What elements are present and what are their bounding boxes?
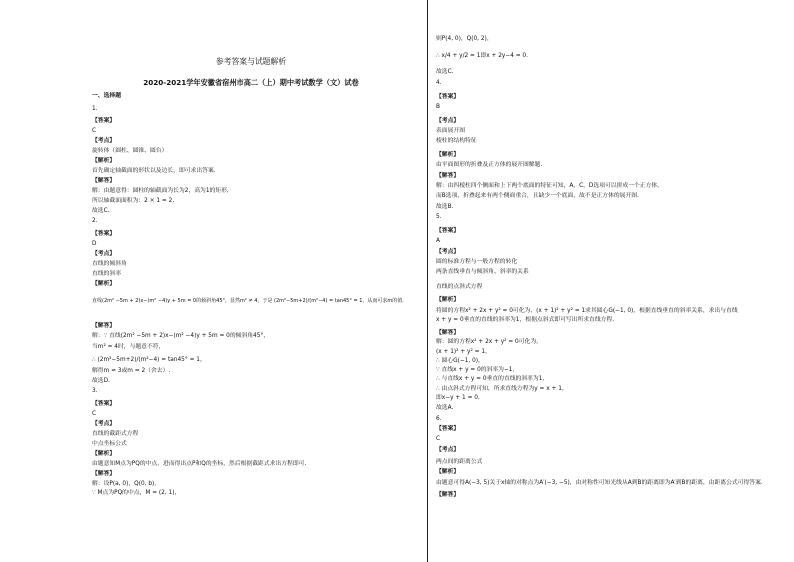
left-line: C	[92, 128, 97, 134]
left-line: 直线的倾斜角	[92, 261, 127, 267]
right-line: 【解答】	[436, 173, 460, 179]
doc-title: 参考答案与试题解析	[215, 57, 287, 66]
right-line: 【解析】	[436, 297, 460, 303]
left-line: 故选C.	[92, 208, 110, 214]
right-line: 则P(4, 0)，Q(0, 2)，	[436, 36, 493, 42]
left-line: 解得m = 3或m = 2（舍去）.	[92, 368, 171, 374]
left-line: 1.	[92, 106, 98, 112]
right-line: 故选C.	[436, 69, 454, 75]
right-line: 故选A.	[436, 405, 454, 411]
left-line: 解：设P(a, 0)，Q(0, b)，	[92, 481, 161, 487]
right-line: x + y = 0垂直的直线的斜率为1，根据点斜式即可写出所求直线方程.	[436, 317, 615, 323]
left-line: 所以轴截面面积为：2 × 1 = 2.	[92, 198, 175, 204]
left-line: 解：由题意得：圆柱的轴截面为长为2，高为1的矩形,	[92, 188, 229, 194]
right-line: 直线的点斜式方程	[436, 284, 483, 290]
right-line: 【答案】	[436, 94, 460, 100]
right-line: 圆的标准方程与一般方程的转化	[436, 259, 518, 265]
left-line: 【解析】	[92, 281, 116, 287]
right-line: 【解答】	[436, 330, 460, 336]
left-line: 【考点】	[92, 138, 116, 144]
right-line: C	[436, 436, 441, 442]
left-line: C	[92, 411, 97, 417]
left-line: 3.	[92, 388, 98, 394]
left-line: 一、选择题	[92, 93, 121, 99]
right-line: ∴ 由点斜式方程可知，所求直线方程为y = x + 1，	[436, 386, 568, 392]
left-line: 直线(2m² −5m + 2)x−(m² −4)y + 5m = 0的倾斜角45°，显然m² ≠ 4，于是 (2m²−5m+2)/(m²−4) = tan45° = 1，从而可求m的值.	[92, 298, 404, 304]
right-line: 将圆的方程x² + 2x + y² = 0可化为，(x + 1)² + y² = 1求其圆心G(−1, 0)，根据直线垂直的斜率关系，求出与直线	[436, 308, 738, 314]
right-line: 【答案】	[436, 228, 460, 234]
left-line: 解：∵ 直线(2m² −5m + 2)x−(m² −4)y + 5m = 0的倾斜角45°，	[92, 333, 270, 339]
right-line: 两条直线垂直与倾斜角、斜率的关系	[436, 269, 529, 275]
right-line: 【考点】	[436, 249, 460, 255]
right-line: 表面展开图	[436, 128, 465, 134]
left-line: 【解答】	[92, 178, 116, 184]
left-line: 当m² = 4时，与题意不符，	[92, 344, 165, 350]
right-line: 【答案】	[436, 426, 460, 432]
right-line: 4.	[436, 80, 442, 86]
right-line: 故选B.	[436, 204, 454, 210]
left-line: 【答案】	[92, 118, 116, 124]
right-line: 【解析】	[436, 469, 460, 475]
left-line: 首先确定轴截面的形状以及边长，即可求出答案.	[92, 168, 216, 174]
right-line: ∴ x/4 + y/2 = 1即x + 2y−4 = 0.	[436, 53, 528, 59]
right-line: A	[436, 238, 440, 244]
right-line: ∵ 直线x + y = 0的斜率为−1，	[436, 367, 519, 373]
left-line: D	[92, 241, 97, 247]
left-line: ∵ M点为PQ的中点，M = (2, 1)，	[92, 490, 181, 496]
left-line: 【解析】	[92, 158, 116, 164]
right-line: 【考点】	[436, 118, 460, 124]
right-line: B	[436, 104, 440, 110]
right-line: 而B选项，折叠起来有两个侧面重合，且缺少一个底面，故不是正方体的展开图.	[436, 193, 639, 199]
left-line: 【考点】	[92, 421, 116, 427]
left-line: 【答案】	[92, 401, 116, 407]
left-line: 2.	[92, 218, 98, 224]
left-line: 【解答】	[92, 323, 116, 329]
left-line: 直线的斜率	[92, 271, 121, 277]
right-line: 由平面图形的折叠及正方体的展开图解题.	[436, 162, 543, 168]
left-line: 由题意知M点为PQ的中点，进而得出点P和Q的坐标，然后根据截距式求出方程即可.	[92, 461, 307, 467]
left-line: 【考点】	[92, 251, 116, 257]
left-line: 中点坐标公式	[92, 441, 127, 447]
column-divider	[427, 0, 428, 562]
left-line: 【答案】	[92, 231, 116, 237]
left-line: 直线的截距式方程	[92, 431, 139, 437]
right-line: 棱柱的结构特征	[436, 138, 477, 144]
left-line: 【解答】	[92, 471, 116, 477]
exam-title: 2020-2021学年安徽省宿州市高二（上）期中考试数学（文）试卷	[143, 78, 359, 87]
right-line: 解：由四棱柱四个侧面和上下两个底面的特征可知，A，C，D选项可以拼成一个正方体，	[436, 183, 663, 189]
right-line: ∴ 圆心G(−1, 0)，	[436, 358, 484, 364]
right-line: 【解析】	[436, 152, 460, 158]
right-line: 5.	[436, 214, 442, 220]
right-line: 由题意可得A(−3, 5)关于x轴的对称点为A′(−3, −5)，由对称性可知光线从A到B的距离即为A′到B的距离，由距离公式可得答案.	[436, 480, 763, 486]
right-line: 两点间的距离公式	[436, 459, 483, 465]
right-line: 即x−y + 1 = 0.	[436, 395, 480, 401]
left-line: 故选D.	[92, 378, 110, 384]
right-line: 6.	[436, 416, 442, 422]
left-line: ∴ (2m²−5m+2)/(m²−4) = tan45° = 1，	[92, 357, 206, 363]
right-line: 解：圆的方程x² + 2x + y² = 0可化为，	[436, 339, 542, 345]
right-line: 【考点】	[436, 447, 460, 453]
right-line: ∴ 与直线x + y = 0垂直的直线的斜率为1，	[436, 376, 549, 382]
right-line: (x + 1)² + y² = 1，	[436, 349, 491, 355]
left-line: 【解析】	[92, 451, 116, 457]
left-line: 旋转体（圆柱、圆锥、圆台）	[92, 148, 168, 154]
right-line: 【解答】	[436, 492, 460, 498]
